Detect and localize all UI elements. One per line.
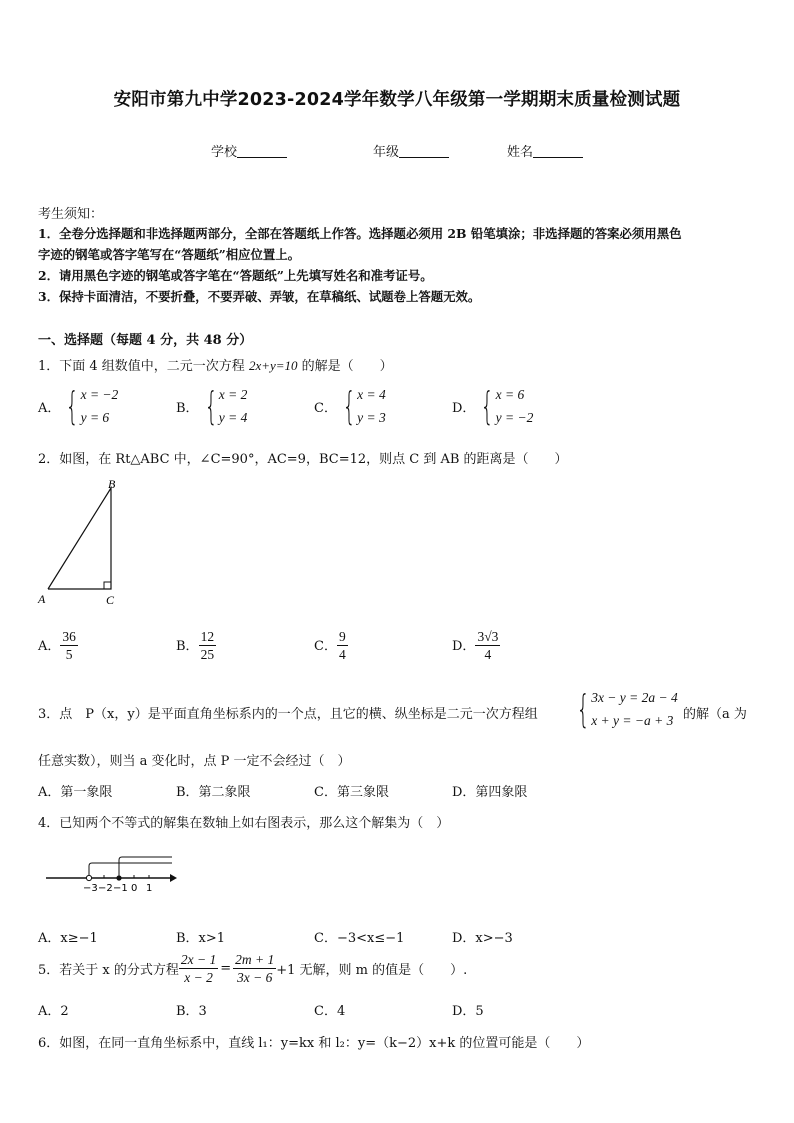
q2-d-num: 3√3	[477, 629, 499, 644]
axis-label: −3	[83, 883, 98, 894]
q5-f2-num: 2m + 1	[235, 952, 275, 967]
q2-option-d-label: D．	[452, 639, 476, 654]
q1-a-row2: y = 6	[80, 410, 110, 425]
q1-equation: 2x+y=10	[248, 358, 298, 373]
q2-option-a-label: A．	[38, 639, 61, 654]
section-heading: 一、选择题（每题 4 分，共 48 分）	[38, 333, 253, 348]
q3-system	[571, 686, 678, 732]
q2-d-den: 4	[484, 647, 492, 662]
school-label: 学校	[211, 145, 238, 160]
q1-c-row2: y = 3	[357, 410, 386, 425]
q5-f1-den: x − 2	[184, 970, 213, 985]
q2-b-num: 12	[200, 629, 215, 644]
arrow-right-icon	[170, 874, 177, 882]
q4-option-b[interactable]: B．x>1	[176, 931, 226, 946]
q1-option-b[interactable]	[176, 383, 247, 429]
q1-d-row1: x = 6	[495, 387, 525, 402]
question-6: 6．如图，在同一直角坐标系中，直线 l₁：y=kx 和 l₂：y=（k−2）x+k 的位置可能是（ ）	[38, 1036, 590, 1051]
notice-heading: 考生须知：	[38, 207, 104, 222]
q5-option-d[interactable]: D．5	[452, 1004, 484, 1019]
q4-option-c[interactable]: C．−3<x≤−1	[314, 931, 405, 946]
q1-post: 的解是（ ）	[297, 359, 393, 374]
grade-field	[373, 141, 449, 160]
right-angle-mark	[104, 582, 111, 589]
question-3-line2: 任意实数），则当 a 变化时，点 P 一定不会经过（ ）	[38, 754, 351, 769]
question-2: 2．如图，在 Rt△ABC 中，∠C=90°，AC=9，BC=12，则点 C 到 AB 的距离是（ ）	[38, 452, 568, 467]
name-blank	[533, 144, 583, 158]
q5-post: +1 无解，则 m 的值是（ ）.	[276, 963, 468, 978]
open-dot	[86, 875, 91, 880]
closed-dot	[116, 875, 121, 880]
grade-blank	[399, 144, 449, 158]
q1-option-c[interactable]	[314, 383, 386, 429]
question-1	[38, 355, 393, 374]
q1-b-row2: y = 4	[218, 410, 248, 425]
q3-option-b[interactable]: B．第二象限	[176, 785, 251, 800]
q5-f1-num: 2x − 1	[180, 952, 217, 967]
q2-c-den: 4	[338, 647, 346, 662]
grade-label: 年级	[373, 145, 400, 160]
q1-c-row1: x = 4	[357, 387, 386, 402]
notice-item-1a: 1．全卷分选择题和非选择题两部分，全部在答题纸上作答。选择题必须用 2B 铅笔填涂；非选择题的答案必须用黑色	[38, 226, 682, 241]
axis-label: 1	[146, 883, 153, 894]
q1-a-row1: x = −2	[80, 387, 119, 402]
triangle-figure	[34, 474, 124, 609]
number-line-figure	[40, 850, 180, 895]
q1-option-b-label: B．	[176, 400, 199, 416]
q1-option-a-label: A．	[38, 400, 61, 416]
axis-label: −1	[113, 883, 128, 894]
q2-c-num: 9	[338, 629, 346, 644]
q1-option-c-label: C．	[314, 400, 337, 416]
brace-icon: {	[342, 384, 356, 428]
school-field	[211, 141, 287, 160]
q1-pre: 1．下面 4 组数值中，二元一次方程	[38, 359, 249, 374]
q2-option-a[interactable]	[38, 628, 78, 663]
axis-label: 0	[131, 883, 138, 894]
solution-range-1	[89, 863, 172, 875]
name-field	[507, 141, 583, 160]
q3-row1: 3x − y = 2a − 4	[591, 690, 678, 705]
q5-option-c[interactable]: C．4	[314, 1004, 346, 1019]
q2-a-num: 36	[62, 629, 76, 644]
q2-option-b[interactable]	[176, 628, 216, 663]
brace-icon: {	[480, 384, 495, 428]
q2-b-den: 25	[200, 647, 215, 662]
q5-pre: 5．若关于 x 的分式方程	[38, 963, 179, 978]
notice-item-3: 3．保持卡面清洁，不要折叠，不要弄破、弄皱，在草稿纸、试题卷上答题无效。	[38, 289, 481, 304]
q1-option-a[interactable]	[38, 383, 118, 429]
q5-f2-den: 3x − 6	[237, 970, 273, 985]
q5-option-a[interactable]: A．2	[38, 1004, 69, 1019]
brace-icon: {	[576, 687, 590, 731]
q1-b-row1: x = 2	[218, 387, 248, 402]
q3-option-d[interactable]: D．第四象限	[452, 785, 528, 800]
triangle-abc	[48, 488, 111, 589]
q2-option-b-label: B．	[176, 639, 199, 654]
question-3-pre: 3．点 P（x，y）是平面直角坐标系内的一个点，且它的横、纵坐标是二元一次方程组	[38, 707, 538, 722]
notice-item-1b: 字迹的钢笔或答字笔写在“答题纸”相应位置上。	[38, 247, 301, 262]
brace-icon: {	[65, 384, 80, 428]
q5-option-b[interactable]: B．3	[176, 1004, 207, 1019]
vertex-a-label: A	[38, 592, 46, 606]
equals-sign: =	[220, 961, 232, 976]
vertex-b-label: B	[108, 477, 116, 491]
q3-option-c[interactable]: C．第三象限	[314, 785, 389, 800]
question-4: 4．已知两个不等式的解集在数轴上如右图表示，那么这个解集为（ ）	[38, 816, 450, 831]
brace-icon: {	[204, 384, 218, 428]
q4-option-a[interactable]: A．x≥−1	[38, 931, 98, 946]
q1-option-d[interactable]	[452, 383, 533, 429]
q2-option-c[interactable]	[314, 628, 348, 663]
exam-title: 安阳市第九中学2023-2024学年数学八年级第一学期期末质量检测试题	[113, 90, 681, 110]
q2-a-den: 5	[65, 647, 73, 662]
vertex-c-label: C	[106, 593, 115, 607]
school-blank	[237, 144, 287, 158]
name-label: 姓名	[507, 145, 534, 160]
question-3-post: 的解（a 为	[683, 707, 747, 722]
solution-range-2	[119, 857, 172, 875]
axis-label: −2	[98, 883, 113, 894]
q4-option-d[interactable]: D．x>−3	[452, 931, 513, 946]
q1-option-d-label: D．	[452, 400, 476, 416]
q1-d-row2: y = −2	[495, 410, 534, 425]
q3-row2: x + y = −a + 3	[591, 713, 674, 728]
q2-option-c-label: C．	[314, 639, 337, 654]
q2-option-d[interactable]	[452, 628, 500, 663]
q3-option-a[interactable]: A．第一象限	[38, 785, 113, 800]
question-5	[38, 951, 467, 986]
notice-item-2: 2．请用黑色字迹的钢笔或答字笔在“答题纸”上先填写姓名和准考证号。	[38, 268, 433, 283]
